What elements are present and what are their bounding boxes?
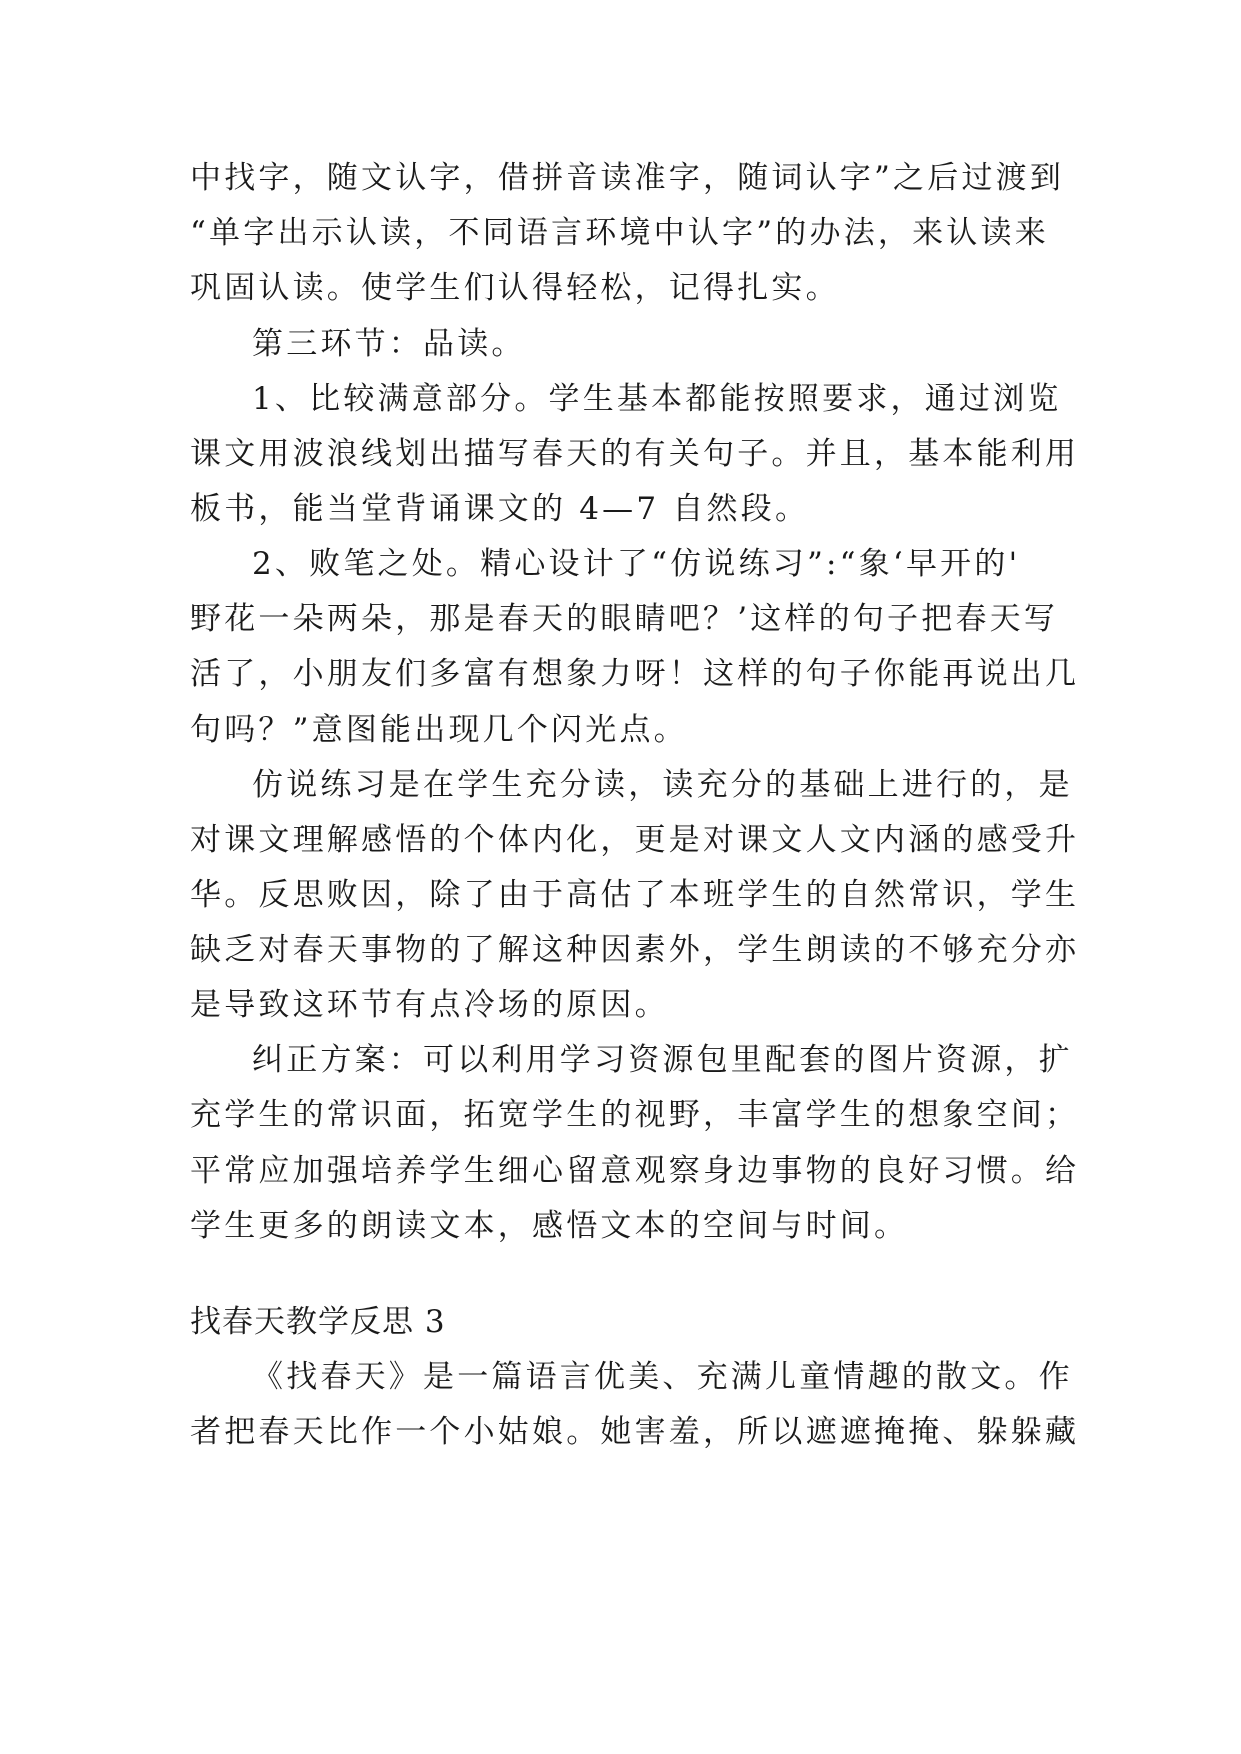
text-line: 对课文理解感悟的个体内化，更是对课文人文内涵的感受升 — [190, 822, 1080, 858]
text-line: 学生更多的朗读文本，感悟文本的空间与时间。 — [190, 1208, 909, 1244]
text-line: 板书，能当堂背诵课文的 4—7 自然段。 — [190, 491, 810, 527]
text-line: 仿说练习是在学生充分读，读充分的基础上进行的，是 — [252, 767, 1073, 803]
text-line: 活了，小朋友们多富有想象力呀！这样的句子你能再说出几 — [190, 656, 1080, 692]
text-line: 缺乏对春天事物的了解这种因素外，学生朗读的不够充分亦 — [190, 932, 1080, 968]
text-line: 者把春天比作一个小姑娘。她害羞，所以遮遮掩掩、躲躲藏 — [190, 1414, 1080, 1450]
text-line: “单字出示认读，不同语言环境中认字”的办法，来认读来 — [190, 215, 1049, 251]
text-line: 《找春天》是一篇语言优美、充满儿童情趣的散文。作 — [252, 1359, 1073, 1395]
section-heading: 第三环节：品读。 — [252, 326, 526, 362]
text-line: 2、败笔之处。精心设计了“仿说练习”:“象‘早开的' — [252, 546, 1021, 582]
text-line: 中找字，随文认字，借拼音读准字，随词认字”之后过渡到 — [190, 160, 1065, 196]
text-line: 课文用波浪线划出描写春天的有关句子。并且，基本能利用 — [190, 436, 1080, 472]
text-line: 句吗？”意图能出现几个闪光点。 — [190, 712, 688, 748]
text-line: 野花一朵两朵，那是春天的眼睛吧？’这样的句子把春天写 — [190, 601, 1059, 637]
text-line: 是导致这环节有点冷场的原因。 — [190, 987, 669, 1023]
text-line: 1、比较满意部分。学生基本都能按照要求，通过浏览 — [252, 381, 1062, 417]
text-line: 华。反思败因，除了由于高估了本班学生的自然常识，学生 — [190, 877, 1080, 913]
text-line: 充学生的常识面，拓宽学生的视野，丰富学生的想象空间； — [190, 1097, 1080, 1133]
text-line: 巩固认读。使学生们认得轻松，记得扎实。 — [190, 270, 840, 306]
text-line: 平常应加强培养学生细心留意观察身边事物的良好习惯。给 — [190, 1153, 1080, 1189]
text-line: 纠正方案：可以利用学习资源包里配套的图片资源，扩 — [252, 1042, 1073, 1078]
article-title: 找春天教学反思 3 — [190, 1304, 446, 1340]
